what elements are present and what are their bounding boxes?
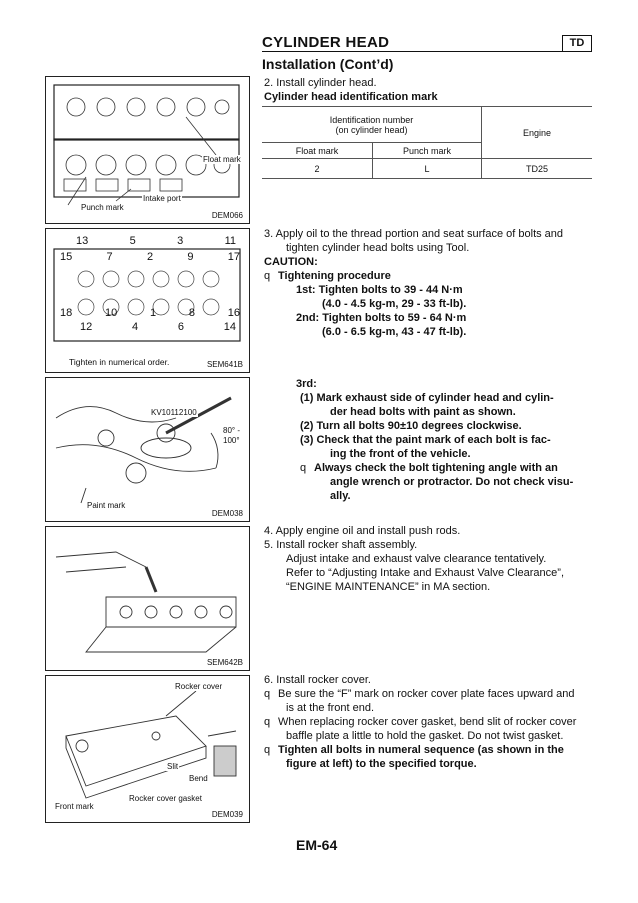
gasket-text: When replacing rocker cover gasket, bend slit of rocker cover	[278, 716, 577, 728]
second-stage: 2nd: Tighten bolts to 59 - 64 N·m	[296, 312, 467, 324]
bolt-row-2	[60, 251, 240, 263]
figure-code: DEM066	[211, 211, 243, 220]
table-cell-engine: TD25	[482, 159, 593, 179]
caution-label: CAUTION:	[264, 256, 318, 268]
step-6-bullet-1	[264, 687, 575, 702]
step-4-text: 4. Apply engine oil and install push rods.	[264, 525, 461, 537]
section-subtitle: Installation (Cont’d)	[262, 56, 394, 72]
bend-label: Bend	[189, 774, 208, 783]
procedure-line	[264, 269, 391, 284]
sequence-caption: Tighten in numerical order.	[69, 357, 170, 367]
bolt-number: 5	[129, 235, 136, 247]
torque-text: Tighten all bolts in numeral sequence (as shown in the	[278, 744, 564, 756]
table-cell-float: 2	[262, 159, 373, 179]
rocker-shaft-illustration	[46, 527, 249, 670]
page-title: CYLINDER HEAD	[262, 34, 390, 51]
table-row	[262, 159, 592, 179]
bolt-number: 2	[146, 251, 154, 263]
bolt-number: 13	[76, 235, 89, 247]
step-5-refer: Refer to “Adjusting Intake and Exhaust Valve Clearance”,	[286, 567, 565, 579]
bolt-number: 1	[150, 307, 157, 319]
step-6-text: 6. Install rocker cover.	[264, 674, 371, 686]
bolt-number: 7	[106, 251, 113, 263]
angle-wrench-illustration	[46, 378, 249, 521]
figure-code: SEM641B	[206, 360, 243, 369]
bolt-number: 3	[177, 235, 184, 247]
f-mark-text: Be sure the “F” mark on rocker cover plate faces upward and	[278, 688, 575, 700]
bolt-number: 15	[60, 251, 73, 263]
id-header-line-1: Identification number	[329, 114, 414, 125]
step-6-bullet-2b: baffle plate a little to hold the gasket. Do not twist gasket.	[286, 730, 564, 742]
step-3-line-2: tighten cylinder head bolts using Tool.	[286, 242, 470, 254]
step-6-bullet-3	[264, 743, 564, 758]
third-step-1b: der head bolts with paint as shown.	[330, 406, 516, 418]
table-cell-punch: L	[373, 159, 482, 179]
step-6-bullet-2	[264, 715, 576, 730]
step-5-text: 5. Install rocker shaft assembly.	[264, 539, 418, 551]
id-header-line-2: (on cylinder head)	[335, 124, 408, 135]
bullet-icon: q	[264, 688, 271, 700]
third-step-3b: ing the front of the vehicle.	[330, 448, 471, 460]
third-step-4b: angle wrench or protractor. Do not check visu-	[330, 476, 574, 488]
table-header-float: Float mark	[262, 143, 373, 159]
step-6-bullet-1b: is at the front end.	[286, 702, 375, 714]
angle-label-2: 100°	[223, 436, 240, 445]
tool-number-label: KV10112100	[151, 408, 197, 417]
third-step-2: (2) Turn all bolts 90±10 degrees clockwise.	[300, 420, 522, 432]
table-header-punch: Punch mark	[373, 143, 482, 159]
step-5-refer-2: “ENGINE MAINTENANCE” in MA section.	[286, 581, 491, 593]
third-stage: 3rd:	[296, 378, 317, 390]
bolt-number: 6	[177, 321, 184, 333]
slit-label: Slit	[167, 762, 179, 771]
third-step-4c: ally.	[330, 490, 351, 502]
third-step-1a: (1) Mark exhaust side of cylinder head and cylin-	[300, 392, 554, 404]
bullet-icon: q	[300, 462, 307, 474]
bolt-number: 11	[224, 235, 236, 247]
procedure-heading: Tightening procedure	[278, 270, 391, 282]
step-3-line-1: 3. Apply oil to the thread portion and seat surface of bolts and	[264, 228, 564, 240]
bolt-number: 8	[188, 307, 195, 319]
id-mark-heading: Cylinder head identification mark	[264, 91, 438, 103]
intake-port-label: Intake port	[143, 194, 181, 203]
front-mark-label: Front mark	[55, 802, 94, 811]
float-mark-label: Float mark	[203, 155, 241, 164]
angle-label: 80° -	[223, 426, 240, 435]
gasket-label: Rocker cover gasket	[129, 794, 202, 803]
punch-mark-label: Punch mark	[81, 203, 124, 212]
bolt-number: 9	[187, 251, 194, 263]
check-angle-text: Always check the bolt tightening angle with an	[314, 462, 558, 474]
bolt-number: 10	[105, 307, 118, 319]
identification-table	[262, 106, 592, 179]
figure-code: DEM039	[211, 810, 243, 819]
figure-code: SEM642B	[206, 658, 243, 667]
third-step-3a: (3) Check that the paint mark of each bolt is fac-	[300, 434, 551, 446]
bolt-row-bottom	[80, 321, 236, 333]
bolt-number: 4	[132, 321, 139, 333]
bullet-icon: q	[264, 744, 271, 756]
first-stage: 1st: Tighten bolts to 39 - 44 N·m	[296, 284, 463, 296]
figure-rocker-cover	[45, 675, 250, 823]
figure-bolt-sequence	[45, 228, 250, 373]
page-number: EM-64	[296, 837, 338, 853]
step-2-text: 2. Install cylinder head.	[264, 77, 377, 89]
bolt-number: 18	[60, 307, 73, 319]
paint-mark-label: Paint mark	[87, 501, 126, 510]
bolt-number: 14	[223, 321, 236, 333]
second-stage-values: (6.0 - 6.5 kg-m, 43 - 47 ft-lb).	[322, 326, 467, 338]
table-header-engine: Engine	[482, 107, 593, 159]
bolt-number: 17	[227, 251, 240, 263]
rocker-cover-label: Rocker cover	[175, 682, 223, 691]
first-stage-values: (4.0 - 4.5 kg-m, 29 - 33 ft-lb).	[322, 298, 467, 310]
bolt-number: 16	[227, 307, 240, 319]
bullet-icon: q	[264, 270, 271, 282]
table-header-id	[262, 107, 482, 143]
bullet-icon: q	[264, 716, 271, 728]
figure-rocker-shaft	[45, 526, 250, 671]
engine-badge: TD	[562, 35, 592, 52]
bolt-number: 12	[80, 321, 93, 333]
step-5-adjust: Adjust intake and exhaust valve clearance tentatively.	[286, 553, 547, 565]
figure-angle-tightening	[45, 377, 250, 522]
figure-cylinder-head-top	[45, 76, 250, 224]
step-6-bullet-3b: figure at left) to the specified torque.	[286, 758, 477, 770]
bolt-row-top	[76, 235, 236, 247]
figure-code: DEM038	[211, 509, 243, 518]
header-rule	[262, 51, 592, 52]
bolt-row-3	[60, 307, 240, 319]
third-step-4a	[300, 461, 558, 476]
